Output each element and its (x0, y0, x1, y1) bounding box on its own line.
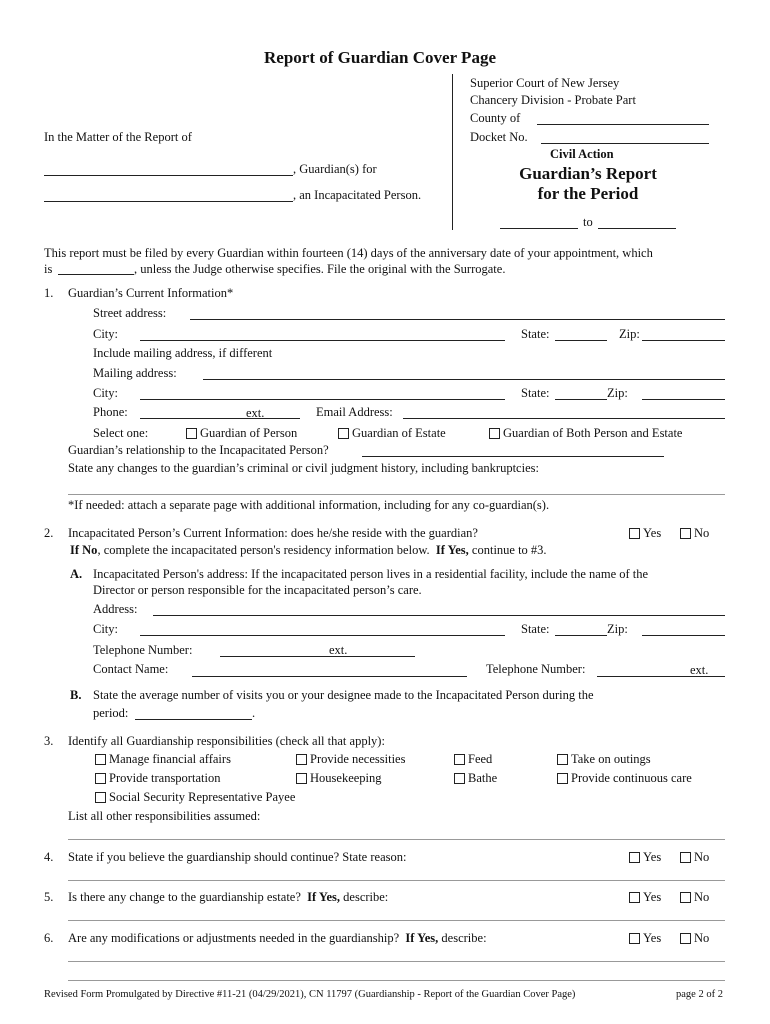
checkbox-label: Provide transportation (109, 771, 221, 785)
provide-continuous-care-checkbox[interactable] (557, 771, 692, 786)
checkbox-label: Provide continuous care (571, 771, 692, 785)
mailing-label: Mailing address: (93, 366, 177, 380)
period-end-field[interactable] (598, 228, 676, 229)
checkbox-box[interactable] (557, 754, 568, 765)
state-2-field[interactable] (555, 399, 607, 400)
county-label: County of (470, 111, 521, 125)
intro-is-label: is (44, 262, 53, 276)
ip-zip-field[interactable] (642, 635, 725, 636)
s6-no-checkbox[interactable] (680, 931, 709, 946)
subsection-b-label: B. (70, 688, 82, 702)
take-on-outings-checkbox[interactable] (557, 752, 651, 767)
section-3-heading: Identify all Guardianship responsibilities (check all that apply): (68, 734, 385, 748)
checkbox-box[interactable] (629, 528, 640, 539)
checkbox-box[interactable] (454, 773, 465, 784)
guardian-of-estate-checkbox[interactable] (338, 426, 446, 441)
checkbox-label: Yes (643, 526, 662, 540)
period-start-field[interactable] (500, 228, 578, 229)
guardians-for-label: , Guardian(s) for (293, 162, 377, 176)
contact-name-label: Contact Name: (93, 662, 169, 676)
ip-zip-label: Zip: (607, 622, 628, 636)
period-label: period: (93, 706, 129, 720)
checkbox-box[interactable] (296, 754, 307, 765)
section-2-number: 2. (44, 526, 54, 540)
guardian-of-both-checkbox[interactable] (489, 426, 682, 441)
ss-payee-checkbox[interactable] (95, 790, 295, 805)
court-line-2: Chancery Division - Probate Part (470, 93, 636, 107)
checkbox-box[interactable] (489, 428, 500, 439)
footer-directive: Revised Form Promulgated by Directive #11-21 (04/29/2021), CN 11797 (Guardianship - Report of the Guardian Cover Page) (44, 989, 576, 1000)
question-text: Is there any change to the guardianship estate? (68, 890, 308, 904)
s4-yes-checkbox[interactable] (629, 850, 661, 865)
section-1-number: 1. (44, 286, 54, 300)
question-end: describe: (438, 931, 487, 945)
checkbox-label: Feed (468, 752, 493, 766)
mailing-field[interactable] (203, 379, 725, 380)
checkbox-label: Housekeeping (310, 771, 382, 785)
section-3-number: 3. (44, 734, 54, 748)
state-2-label: State: (521, 386, 550, 400)
ip-telephone-label: Telephone Number: (93, 643, 193, 657)
checkbox-label: Bathe (468, 771, 498, 785)
changes-field[interactable] (68, 494, 725, 495)
manage-financial-checkbox[interactable] (95, 752, 231, 767)
period-end-punct: . (252, 706, 256, 720)
checkbox-box[interactable] (629, 933, 640, 944)
s6-describe-field-2[interactable] (68, 980, 725, 981)
intro-line-1: This report must be filed by every Guardian within fourteen (14) days of the anniversary date of your appointment, which (44, 246, 653, 260)
s5-yes-checkbox[interactable] (629, 890, 661, 905)
if-yes-label: If Yes, (307, 890, 341, 904)
docket-field[interactable] (541, 143, 709, 144)
mailing-note: Include mailing address, if different (93, 346, 273, 360)
if-yes-label: If Yes, (435, 543, 469, 557)
checkbox-label: Yes (643, 890, 662, 904)
section-1-heading: Guardian’s Current Information* (68, 286, 234, 300)
checkbox-label: No (694, 850, 710, 864)
s6-yes-checkbox[interactable] (629, 931, 661, 946)
instructions-mid: , complete the incapacitated person's residency information below. (97, 543, 436, 557)
ip-state-label: State: (521, 622, 550, 636)
zip-2-field[interactable] (642, 399, 725, 400)
checkbox-box[interactable] (95, 754, 106, 765)
guardian-name-field[interactable] (44, 175, 293, 176)
s5-describe-field[interactable] (68, 920, 725, 921)
other-responsibilities-label: List all other responsibilities assumed: (68, 809, 261, 823)
section-4-question: State if you believe the guardianship should continue? State reason: (68, 850, 407, 864)
select-one-label: Select one: (93, 426, 149, 440)
ip-address-field[interactable] (153, 615, 725, 616)
section-4-number: 4. (44, 850, 54, 864)
checkbox-box[interactable] (95, 792, 106, 803)
question-end: describe: (340, 890, 389, 904)
relationship-field[interactable] (362, 456, 664, 457)
city-2-label: City: (93, 386, 119, 400)
bathe-checkbox[interactable] (454, 771, 497, 786)
s4-reason-field[interactable] (68, 880, 725, 881)
zip-label: Zip: (619, 327, 640, 341)
checkbox-label: Provide necessities (310, 752, 406, 766)
checkbox-label: Social Security Representative Payee (109, 790, 296, 804)
visits-field[interactable] (135, 719, 252, 720)
checkbox-box[interactable] (338, 428, 349, 439)
email-field[interactable] (403, 418, 725, 419)
section-6-question (68, 931, 487, 946)
checkbox-label: Guardian of Estate (352, 426, 446, 440)
incapacitated-label: , an Incapacitated Person. (293, 188, 422, 202)
checkbox-box[interactable] (296, 773, 307, 784)
s5-no-checkbox[interactable] (680, 890, 709, 905)
page-title: Report of Guardian Cover Page (264, 48, 496, 67)
city-label: City: (93, 327, 119, 341)
subsection-a-line-2: Director or person responsible for the incapacitated person’s care. (93, 583, 422, 597)
instructions-end: continue to #3. (468, 543, 547, 557)
checkbox-label: Yes (643, 931, 662, 945)
street-label: Street address: (93, 306, 167, 320)
contact-name-field[interactable] (192, 676, 467, 677)
checkbox-label: Guardian of Both Person and Estate (503, 426, 683, 440)
subsection-b-line-1: State the average number of visits you or your designee made to the Incapacitated Person during the (93, 688, 594, 702)
section-5-question (68, 890, 388, 905)
contact-telephone-label: Telephone Number: (486, 662, 586, 676)
phone-label: Phone: (93, 405, 128, 419)
ip-city-field[interactable] (140, 635, 505, 636)
s2-no-checkbox[interactable] (680, 526, 709, 541)
docket-label: Docket No. (470, 130, 528, 144)
checkbox-label: Take on outings (571, 752, 651, 766)
checkbox-box[interactable] (557, 773, 568, 784)
state-field[interactable] (555, 340, 607, 341)
intro-line-2: , unless the Judge otherwise specifies. File the original with the Surrogate. (134, 262, 506, 276)
county-field[interactable] (537, 124, 709, 125)
s6-describe-field-1[interactable] (68, 961, 725, 962)
question-text: Are any modifications or adjustments needed in the guardianship? (68, 931, 406, 945)
ip-telephone-field[interactable] (220, 656, 415, 657)
subsection-a-line-1: Incapacitated Person's address: If the incapacitated person lives in a residential facility, include the name of the (93, 567, 649, 581)
street-field[interactable] (190, 319, 725, 320)
email-label: Email Address: (316, 405, 393, 419)
ip-ext-label: ext. (329, 643, 348, 657)
checkbox-label: No (694, 890, 710, 904)
section-2-question: Incapacitated Person’s Current Information: does he/she reside with the guardian? (68, 526, 478, 540)
ip-state-field[interactable] (555, 635, 607, 636)
section-6-number: 6. (44, 931, 54, 945)
checkbox-label: Manage financial affairs (109, 752, 231, 766)
subsection-a-label: A. (70, 567, 83, 581)
city-field[interactable] (140, 340, 505, 341)
checkbox-label: Guardian of Person (200, 426, 298, 440)
checkbox-box[interactable] (629, 892, 640, 903)
provide-necessities-checkbox[interactable] (296, 752, 405, 767)
if-no-label: If No (70, 543, 98, 557)
s4-no-checkbox[interactable] (680, 850, 709, 865)
s2-instructions (70, 543, 547, 558)
housekeeping-checkbox[interactable] (296, 771, 382, 786)
page-number: page 2 of 2 (676, 989, 723, 1000)
feed-checkbox[interactable] (454, 752, 492, 767)
court-line-1: Superior Court of New Jersey (470, 76, 620, 90)
civil-action-label: Civil Action (550, 147, 614, 161)
phone-field[interactable] (140, 418, 300, 419)
checkbox-box[interactable] (629, 852, 640, 863)
checkbox-box[interactable] (680, 528, 691, 539)
checkbox-label: Yes (643, 850, 662, 864)
checkbox-box[interactable] (95, 773, 106, 784)
changes-label: State any changes to the guardian’s criminal or civil judgment history, including bankruptcies: (68, 461, 539, 475)
checkbox-box[interactable] (454, 754, 465, 765)
checkbox-box[interactable] (186, 428, 197, 439)
other-responsibilities-field[interactable] (68, 839, 725, 840)
guardian-of-person-checkbox[interactable] (186, 426, 297, 441)
header-divider (452, 74, 453, 230)
city-2-field[interactable] (140, 399, 505, 400)
additional-info-note: *If needed: attach a separate page with additional information, including for any co-guardian(s). (68, 498, 550, 512)
anniversary-date-field[interactable] (58, 274, 134, 275)
if-yes-label: If Yes, (405, 931, 439, 945)
section-5-number: 5. (44, 890, 54, 904)
checkbox-box[interactable] (680, 852, 691, 863)
checkbox-label: No (694, 526, 710, 540)
phone-ext-label: ext. (246, 406, 265, 420)
zip-field[interactable] (642, 340, 725, 341)
checkbox-box[interactable] (680, 892, 691, 903)
zip-2-label: Zip: (607, 386, 628, 400)
incapacitated-name-field[interactable] (44, 201, 293, 202)
report-title-line-1: Guardian’s Report (519, 164, 657, 183)
ip-city-label: City: (93, 622, 119, 636)
s2-yes-checkbox[interactable] (629, 526, 661, 541)
period-to-label: to (583, 215, 593, 229)
relationship-label: Guardian’s relationship to the Incapacitated Person? (68, 443, 329, 457)
checkbox-box[interactable] (680, 933, 691, 944)
state-label: State: (521, 327, 550, 341)
ip-address-label: Address: (93, 602, 138, 616)
contact-ext-label: ext. (690, 663, 709, 677)
provide-transportation-checkbox[interactable] (95, 771, 220, 786)
in-matter-label: In the Matter of the Report of (44, 130, 192, 144)
checkbox-label: No (694, 931, 710, 945)
report-title-line-2: for the Period (537, 184, 639, 203)
